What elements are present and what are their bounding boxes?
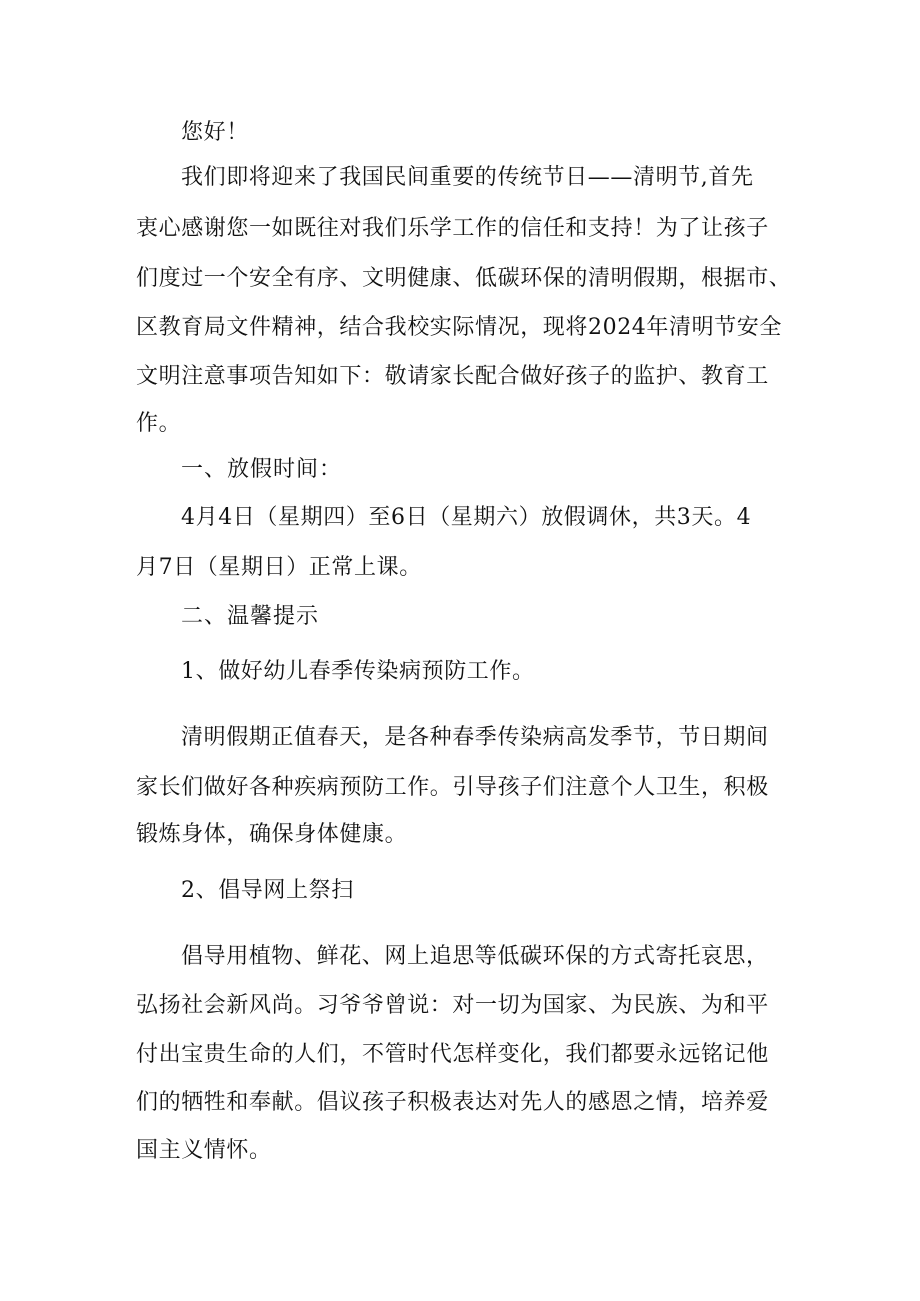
tip-2-line-1: 倡导用植物、鲜花、网上追思等低碳环保的方式寄托哀思， [181,944,769,969]
intro-line-1: 我们即将迎来了我国民间重要的传统节日——清明节,首先 [181,165,754,190]
section-1-heading: 一、放假时间： [181,457,343,482]
section-1-line-2: 月7日（星期日）正常上课。 [136,555,422,580]
section-2-heading: 二、温馨提示 [181,604,320,629]
intro-line-2: 衷心感谢您一如既往对我们乐学工作的信任和支持！为了让孩子 [136,216,769,241]
greeting: 您好！ [181,120,249,145]
tip-2-line-2: 弘扬社会新风尚。习爷爷曾说：对一切为国家、为民族、为和平 [136,993,769,1018]
tip-2-line-5: 国主义情怀。 [136,1138,272,1163]
tip-1-line-1: 清明假期正值春天，是各种春季传染病高发季节，节日期间 [181,725,769,750]
tip-2-line-4: 们的牺牲和奉献。倡议孩子积极表达对先人的感恩之情，培养爱 [136,1090,769,1115]
intro-line-5: 文明注意事项告知如下：敬请家长配合做好孩子的监护、教育工 [136,364,769,389]
intro-line-4: 区教育局文件精神，结合我校实际情况，现将2024年清明节安全 [136,315,782,340]
tip-2-line-3: 付出宝贵生命的人们，不管时代怎样变化，我们都要永远铭记他 [136,1042,769,1067]
intro-line-6: 作。 [136,411,182,436]
tip-1-line-3: 锻炼身体，确保身体健康。 [136,822,408,847]
intro-line-3: 们度过一个安全有序、文明健康、低碳环保的清明假期，根据市、 [136,266,792,291]
tip-1-line-2: 家长们做好各种疾病预防工作。引导孩子们注意个人卫生，积极 [136,775,769,800]
tip-2-title: 2、倡导网上祭扫 [181,878,354,903]
tip-1-title: 1、做好幼儿春季传染病预防工作。 [181,659,535,684]
section-1-line-1: 4月4日（星期四）至6日（星期六）放假调休，共3天。4 [181,505,752,530]
